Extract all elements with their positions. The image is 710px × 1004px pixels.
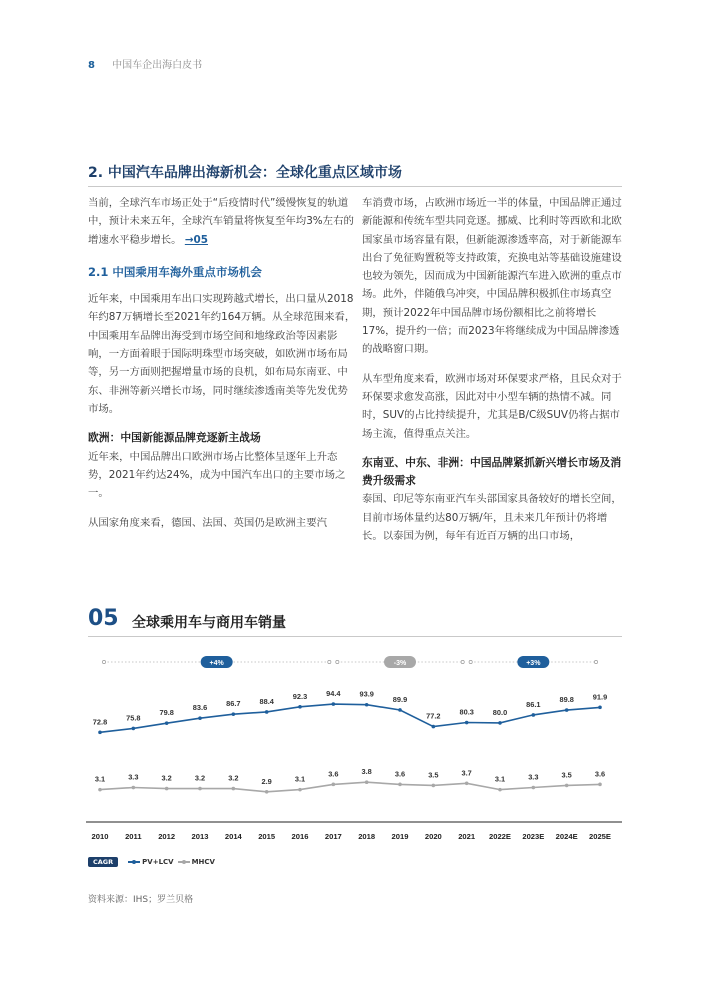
legend-line-marker [128, 861, 140, 863]
paragraph-europe-market: 车消费市场，占欧洲市场近一半的体量，中国品牌正通过新能源和传统车型共同竞逐。挪威、比利时等西欧和北欧国家虽市场容量有限，但新能源渗透率高，对于新能源车出台了免征购置税等支持政策，充换电站等基础设施建设也较为领先，因而成为中国新能源汽车进入欧洲的重点市场。此外，伴随俄乌冲突，中国品牌积极抓住市场真空期，预计2022年中国品牌市场份额相比之前将增长17%，提升约一倍；而2023年将继续成为中国品牌渗透的战略窗口期。 [362, 197, 622, 356]
x-tick-label: 2018 [358, 832, 376, 841]
data-label: 86.1 [526, 699, 541, 709]
data-label: 79.8 [159, 708, 174, 718]
europe-paragraph: 近年来，中国品牌出口欧洲市场占比整体呈逐年上升态势，2021年约达24%，成为中国汽车出口的主要市场之一。 [88, 450, 346, 500]
x-tick-label: 2016 [291, 832, 309, 841]
data-label: 3.6 [594, 769, 606, 779]
data-point [298, 788, 302, 792]
legend-label-mhcv: MHCV [191, 858, 215, 866]
data-point [98, 731, 102, 735]
x-tick-label: 2023E [522, 832, 545, 841]
legend-line-marker [178, 861, 190, 863]
data-point [532, 713, 536, 717]
data-point [365, 780, 369, 784]
legend-item-mhcv [178, 858, 215, 866]
data-point [432, 725, 436, 729]
x-tick-label: 2022E [489, 832, 511, 841]
paragraph-export-growth: 近年来，中国乘用车出口实现跨越式增长，出口量从2018年约87万辆增长至2021年约164万辆。从全球范围来看，中国乘用车品牌出海受到市场空间和地缘政治等因素影响，一方面着眼于国际明珠型市场突破，如欧洲市场布局等，另一方面则把握增量市场的良机，如布局东南亚、中东、非洲等新兴增长市场，同时继续渗透南美等先发优势市场。 [88, 293, 356, 415]
document-title: 中国车企出海白皮书 [112, 60, 203, 71]
data-point [398, 708, 402, 712]
data-point [165, 787, 169, 791]
x-tick-label: 2010 [91, 832, 109, 841]
data-point [98, 788, 102, 792]
data-label: 89.9 [392, 694, 408, 704]
data-point [432, 784, 436, 788]
europe-heading: 欧洲：中国新能源品牌竞逐新主战场 [88, 431, 261, 445]
data-point [465, 781, 469, 785]
figure-number: 05 [88, 606, 119, 631]
data-label: 86.7 [226, 699, 241, 709]
data-point [265, 710, 269, 714]
series-line-mhcv [100, 782, 600, 792]
data-point [565, 784, 569, 788]
legend-label-pv-lcv: PV+LCV [142, 858, 174, 866]
data-label: 3.8 [361, 767, 372, 777]
data-label: 3.1 [494, 774, 506, 784]
cagr-pill-label: -3% [393, 660, 407, 667]
data-label: 88.4 [259, 696, 274, 706]
cagr-band-end-dot [328, 660, 331, 663]
cagr-band-end-dot [594, 660, 597, 663]
data-point [232, 712, 236, 716]
data-point [598, 706, 602, 710]
data-point [498, 721, 502, 725]
data-label: 3.7 [461, 768, 472, 778]
data-label: 3.3 [128, 772, 139, 782]
sales-line-chart [86, 650, 622, 850]
data-point [465, 721, 469, 725]
data-point [565, 708, 569, 712]
x-tick-label: 2013 [191, 832, 209, 841]
cagr-legend-badge: CAGR [88, 857, 118, 867]
data-label: 3.2 [161, 773, 172, 783]
legend-item-pv-lcv [128, 858, 173, 866]
cagr-pill-label: +4% [209, 660, 224, 667]
source-note: 资料来源：IHS；罗兰贝格 [88, 895, 194, 905]
left-column [88, 194, 356, 533]
cagr-band-end-dot [461, 660, 464, 663]
data-point [132, 786, 136, 790]
data-label: 3.3 [528, 772, 539, 782]
x-tick-label: 2017 [324, 832, 342, 841]
data-point [132, 727, 136, 731]
data-label: 75.8 [126, 713, 141, 723]
sea-heading: 东南亚、中东、非洲：中国品牌紧抓新兴增长市场及消费升级需求 [362, 455, 622, 488]
data-label: 3.2 [228, 773, 239, 783]
data-point [332, 783, 336, 787]
cagr-band-start-dot [102, 660, 105, 663]
intro-paragraph [88, 194, 356, 249]
figure-reference-link[interactable]: →05 [184, 233, 208, 246]
subsection-heading: 2.1 中国乘用车海外重点市场机会 [88, 264, 262, 279]
data-label: 2.9 [261, 776, 272, 786]
data-label: 91.9 [592, 692, 608, 702]
data-label: 83.6 [192, 703, 208, 713]
data-point [332, 702, 336, 706]
data-label: 80.3 [459, 707, 474, 717]
data-point [165, 721, 169, 725]
paragraph-country-view: 从国家角度来看，德国、法国、英国仍是欧洲主要汽 [88, 517, 327, 530]
data-point [598, 783, 602, 787]
cagr-pill-label: +3% [526, 660, 541, 667]
data-label: 72.8 [92, 717, 108, 727]
data-point [198, 787, 202, 791]
x-tick-label: 2025E [589, 832, 611, 841]
x-tick-label: 2021 [458, 832, 476, 841]
data-label: 3.5 [428, 770, 439, 780]
data-label: 3.6 [328, 769, 339, 779]
data-label: 3.1 [94, 774, 106, 784]
page-header [88, 56, 202, 71]
page-number: 8 [88, 60, 95, 71]
cagr-band-start-dot [469, 660, 472, 663]
paragraph-vehicle-type: 从车型角度来看，欧洲市场对环保要求严格，且民众对于环保要求愈发高涨，因此对中小型车辆的热情不减。同时，SUV的占比持续提升，尤其是B/C级SUV仍将占据市场主流，值得重点关注。 [362, 372, 622, 440]
data-label: 3.1 [294, 774, 306, 784]
x-tick-label: 2019 [391, 832, 409, 841]
x-tick-label: 2015 [258, 832, 276, 841]
intro-text: 当前，全球汽车市场正处于“后疫情时代”缓慢恢复的轨道中，预计未来五年，全球汽车销量将恢复至年均3%左右的增速水平稳步增长。 [88, 197, 354, 246]
x-tick-label: 2011 [125, 832, 142, 841]
data-label: 94.4 [326, 689, 341, 699]
chart-legend [88, 856, 219, 868]
cagr-band-start-dot [336, 660, 339, 663]
x-tick-label: 2020 [424, 832, 442, 841]
data-label: 3.6 [394, 769, 406, 779]
right-column [362, 194, 626, 545]
sea-paragraph: 泰国、印尼等东南亚汽车头部国家具备较好的增长空间，目前市场体量约达80万辆/年，且未来几年预计仍将增长。以泰国为例，每年有近百万辆的出口市场， [362, 493, 622, 543]
data-point [532, 786, 536, 790]
series-line-pvlcv [100, 704, 600, 732]
figure-divider [88, 636, 622, 637]
data-label: 77.2 [426, 711, 441, 721]
data-point [265, 790, 269, 794]
data-label: 3.2 [194, 773, 206, 783]
x-tick-label: 2012 [158, 832, 176, 841]
x-tick-label: 2024E [555, 832, 578, 841]
data-point [232, 787, 236, 791]
data-point [498, 788, 502, 792]
section-divider [88, 186, 622, 187]
data-point [298, 705, 302, 709]
data-label: 80.0 [492, 707, 508, 717]
data-label: 92.3 [292, 691, 308, 701]
data-label: 93.9 [359, 689, 374, 699]
data-label: 89.8 [559, 695, 574, 705]
data-point [198, 716, 202, 720]
data-point [365, 703, 369, 707]
x-tick-label: 2014 [224, 832, 242, 841]
data-point [398, 783, 402, 787]
data-label: 3.5 [561, 770, 572, 780]
figure-title: 全球乘用车与商用车销量 [132, 615, 286, 631]
section-title: 2. 中国汽车品牌出海新机会：全球化重点区域市场 [88, 165, 402, 181]
